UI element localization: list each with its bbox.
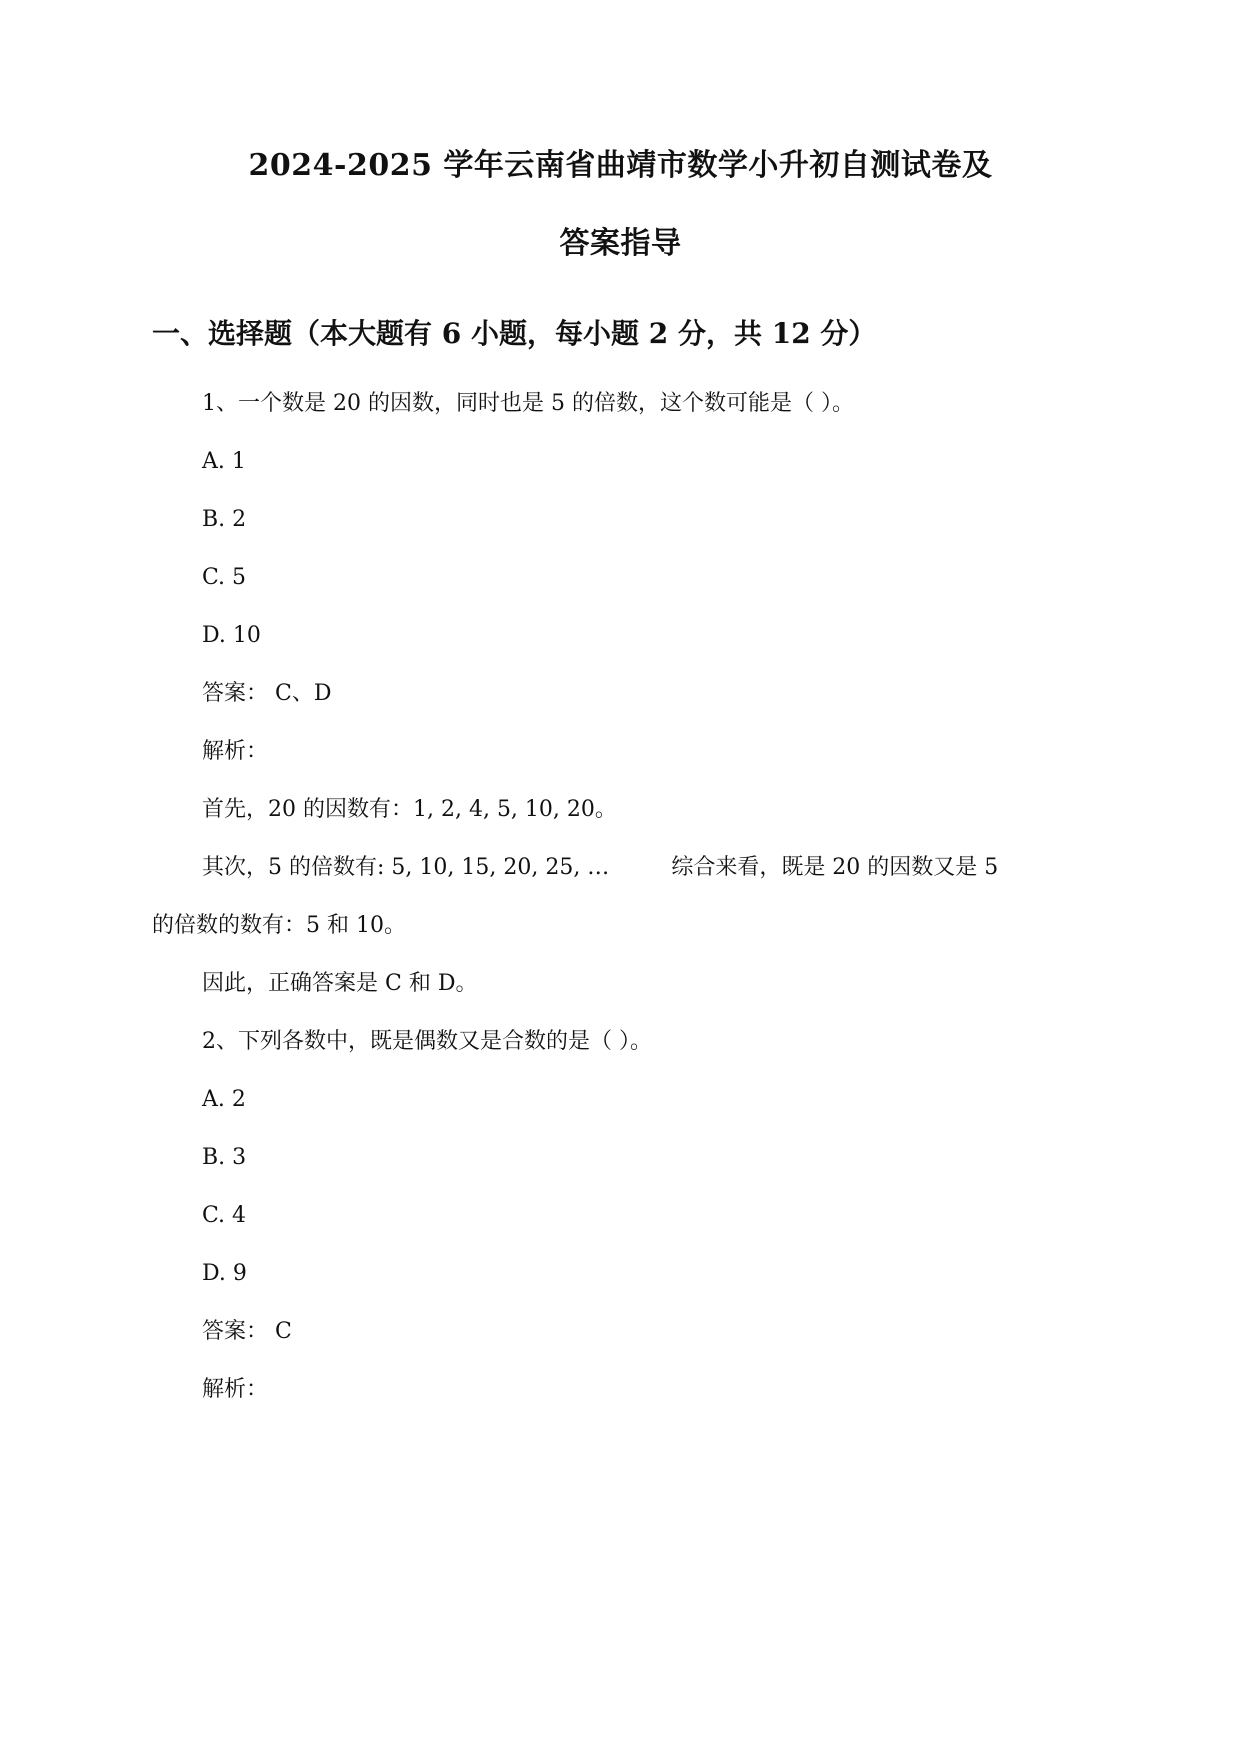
question-1-option-d: D. 10 bbox=[202, 623, 261, 648]
question-2-option-c: C. 4 bbox=[202, 1203, 247, 1228]
question-1-analysis-line-2 bbox=[202, 854, 998, 882]
question-1-option-c: C. 5 bbox=[202, 565, 247, 590]
question-1-analysis-line-2-part-b: 综合来看，既是 20 的因数又是 5 bbox=[671, 855, 999, 880]
question-1-analysis-line-1: 首先，20 的因数有：1, 2, 4, 5, 10, 20。 bbox=[202, 797, 617, 822]
question-2-option-d: D. 9 bbox=[202, 1261, 247, 1286]
question-1-answer: 答案： C、D bbox=[202, 681, 332, 706]
question-1-stem: 1、一个数是 20 的因数，同时也是 5 的倍数，这个数可能是（ ）。 bbox=[202, 391, 854, 416]
question-2-option-a: A. 2 bbox=[202, 1087, 246, 1112]
question-2-option-b: B. 3 bbox=[202, 1145, 247, 1170]
question-1-analysis-line-2-part-a: 其次，5 的倍数有: 5, 10, 15, 20, 25, … bbox=[202, 855, 610, 880]
question-1-option-a: A. 1 bbox=[202, 449, 246, 474]
document-title-line-2: 答案指导 bbox=[559, 226, 682, 261]
question-1-analysis-label: 解析： bbox=[202, 739, 269, 764]
question-2-answer: 答案： C bbox=[202, 1319, 292, 1344]
question-1-analysis-line-3: 的倍数的数有：5 和 10。 bbox=[152, 913, 406, 938]
section-heading-multiple-choice: 一、选择题（本大题有 6 小题，每小题 2 分，共 12 分） bbox=[152, 317, 877, 350]
question-2-analysis-label: 解析： bbox=[202, 1377, 269, 1402]
question-1-analysis-line-4: 因此，正确答案是 C 和 D。 bbox=[202, 971, 478, 996]
document-title-line-1: 2024-2025 学年云南省曲靖市数学小升初自测试卷及 bbox=[248, 148, 993, 183]
question-1-option-b: B. 2 bbox=[202, 507, 247, 532]
question-2-stem: 2、下列各数中，既是偶数又是合数的是（ ）。 bbox=[202, 1029, 652, 1054]
